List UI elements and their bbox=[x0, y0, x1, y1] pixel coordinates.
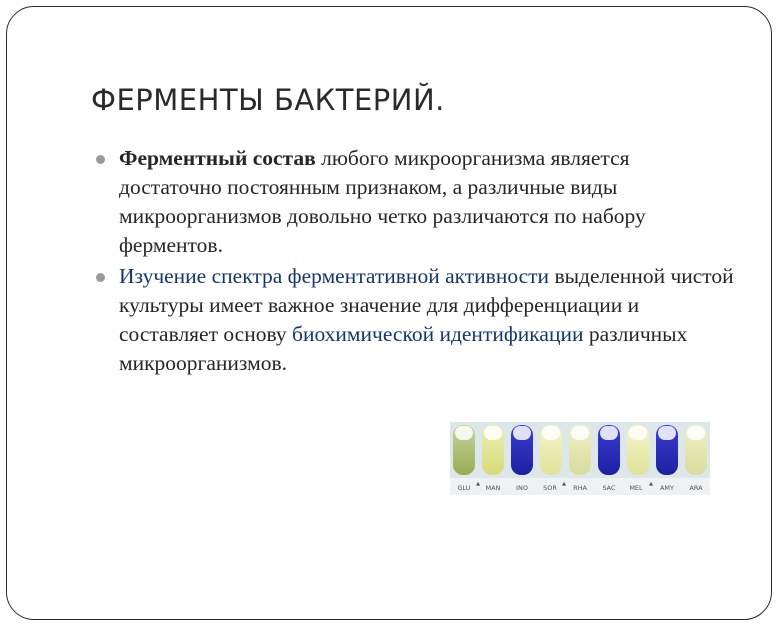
well bbox=[569, 425, 591, 475]
well bbox=[540, 425, 562, 475]
well bbox=[598, 425, 620, 475]
bullet-item bbox=[95, 144, 735, 260]
strip-label: AMY bbox=[659, 484, 675, 492]
strip-label: GLU bbox=[457, 484, 471, 492]
bullet-text: любого микроорганизма является достаточно постоянным признаком, а различные виды микроорганизмов довольно четко различаются по набору ферментов. bbox=[119, 146, 646, 257]
slide bbox=[6, 6, 772, 620]
strip-label: ARA bbox=[689, 484, 703, 492]
slide-body bbox=[95, 144, 735, 378]
bullet-icon bbox=[96, 273, 105, 282]
strip-arrow-icon: ▲ bbox=[476, 481, 480, 487]
well bbox=[453, 425, 475, 475]
strip-label: MAN bbox=[485, 484, 501, 492]
test-strip-image bbox=[450, 422, 710, 495]
well bbox=[685, 425, 707, 475]
well bbox=[627, 425, 649, 475]
slide-title: ФЕРМЕНТЫ БАКТЕРИЙ. bbox=[91, 83, 445, 117]
strip-label: SAC bbox=[602, 484, 616, 492]
bullet-icon bbox=[96, 155, 105, 164]
strip-label: SOR bbox=[543, 484, 557, 492]
bullet-link-text-2[interactable]: биохимической идентификации bbox=[292, 322, 584, 346]
strip-label: INO bbox=[516, 484, 528, 492]
bullet-bold-text: Ферментный состав bbox=[119, 146, 316, 170]
bullet-link-text[interactable]: Изучение спектра ферментативной активности bbox=[119, 264, 550, 288]
strip-label: MEL bbox=[629, 484, 643, 492]
bullet-item bbox=[95, 262, 735, 378]
well bbox=[482, 425, 504, 475]
strip-label: RHA bbox=[573, 484, 587, 492]
bullet-text: выделенной чистой культуры имеет важное значение для дифференциации и составляет основу bbox=[119, 264, 734, 346]
strip-arrow-icon: ▲ bbox=[562, 481, 566, 487]
well bbox=[656, 425, 678, 475]
strip-arrow-icon: ▲ bbox=[649, 481, 653, 487]
bullet-text-2: различных микроорганизмов. bbox=[119, 322, 688, 375]
well bbox=[511, 425, 533, 475]
